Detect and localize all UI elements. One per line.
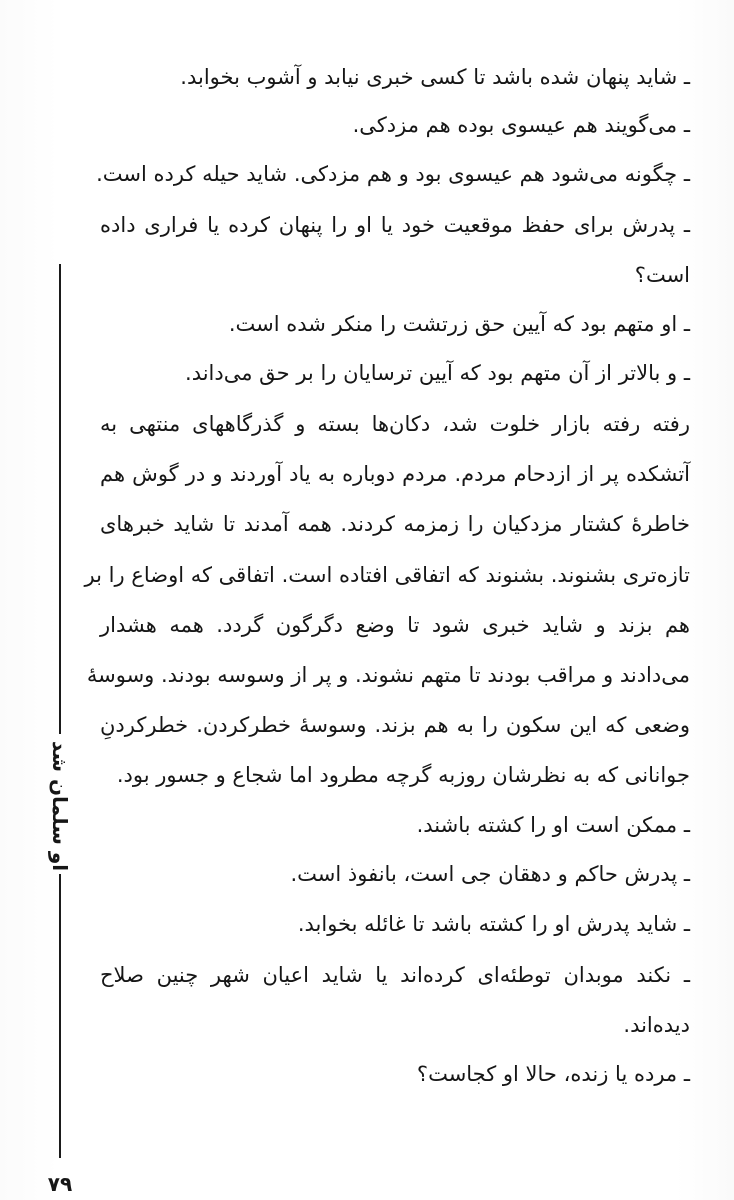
text-line-9: آتشکده پر از ازدحام مردم. مردم دوباره به یاد آوردند و در گوش هم <box>100 462 690 486</box>
text-line-18: ـ شاید پدرش او را کشته باشد تا غائله بخوابد. <box>297 912 690 936</box>
text-line-14: وضعی که این سکون را به هم بزند. وسوسهٔ خطرکردن. خطرکردنِ <box>100 713 690 737</box>
text-line-11: تازه‌تری بشنوند. بشنوند که اتفاقی افتاده است. اتفاقی که اوضاع را بر <box>84 563 690 587</box>
text-line-10: خاطرهٔ کشتار مزدکیان را زمزمه کردند. همه آمدند تا شاید خبرهای <box>100 512 690 536</box>
page-number: ۷۹ <box>47 1172 73 1196</box>
text-line-4: ـ پدرش برای حفظ موقعیت خود یا او را پنهان کرده یا فراری داده <box>100 213 690 237</box>
text-line-15: جوانانی که به نظرشان روزبه گرچه مطرود اما شجاع و جسور بود. <box>116 763 690 787</box>
margin-rule-bottom <box>59 874 61 1158</box>
running-head: او سلمان شد <box>48 740 72 872</box>
text-line-5: است؟ <box>634 263 690 287</box>
text-line-20: دیده‌اند. <box>623 1013 690 1037</box>
text-line-12: هم بزند و شاید خبری شود تا وضع دگرگون گردد. همه هشدار <box>100 613 690 637</box>
text-line-1: ـ شاید پنهان شده باشد تا کسی خبری نیابد و آشوب بخوابد. <box>180 65 690 89</box>
text-line-17: ـ پدرش حاکم و دهقان جی است، بانفوذ است. <box>290 862 690 886</box>
text-line-6: ـ او متهم بود که آیین حق زرتشت را منکر شده است. <box>228 312 690 336</box>
text-line-19: ـ نکند موبدان توطئه‌ای کرده‌اند یا شاید اعیان شهر چنین صلاح <box>100 963 690 987</box>
text-line-7: ـ و بالاتر از آن متهم بود که آیین ترسایان را بر حق می‌داند. <box>185 361 690 385</box>
text-line-16: ـ ممکن است او را کشته باشند. <box>416 813 690 837</box>
text-line-8: رفته رفته بازار خلوت شد، دکان‌ها بسته و گذرگاههای منتهی به <box>100 412 690 436</box>
text-line-2: ـ می‌گویند هم عیسوی بوده هم مزدکی. <box>352 113 690 137</box>
text-line-3: ـ چگونه می‌شود هم عیسوی بود و هم مزدکی. شاید حیله کرده است. <box>96 162 690 186</box>
text-line-13: می‌دادند و مراقب بودند تا متهم نشوند. و پر از وسوسه بودند. وسوسهٔ <box>86 663 690 687</box>
text-line-21: ـ مرده یا زنده، حالا او کجاست؟ <box>416 1062 690 1086</box>
margin-rule-top <box>59 264 61 734</box>
